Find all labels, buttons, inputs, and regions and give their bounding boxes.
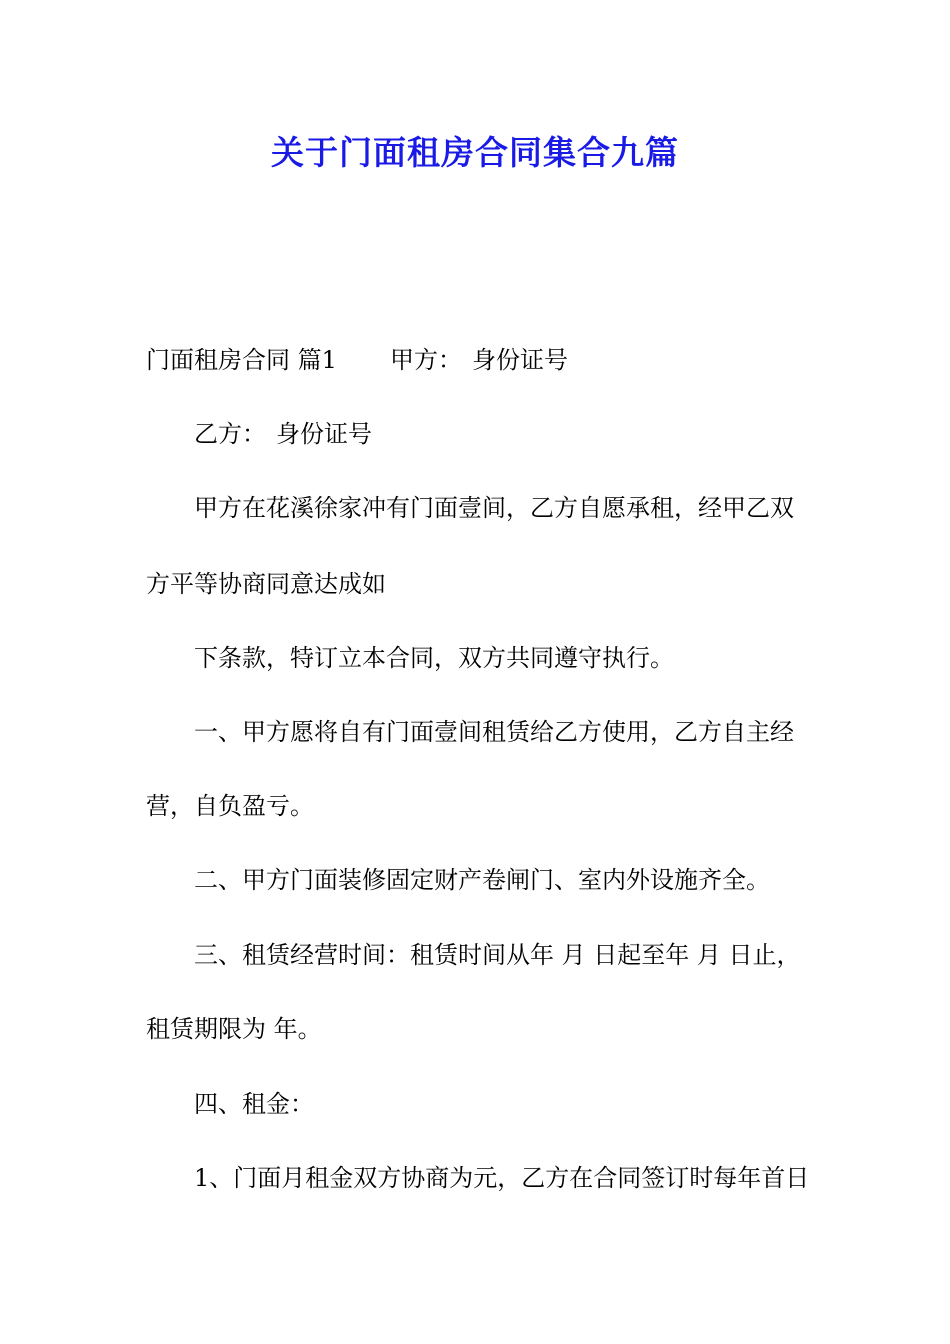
- paragraph-text: 四、租金：: [194, 1090, 314, 1118]
- party-a-id-label: 身份证号: [472, 346, 568, 374]
- paragraph-text: 一、甲方愿将自有门面壹间租赁给乙方使用，乙方自主经: [194, 718, 794, 746]
- paragraph-text: 二、甲方门面装修固定财产卷闸门、室内外设施齐全。: [194, 866, 770, 894]
- paragraph-text: 下条款，特订立本合同，双方共同遵守执行。: [194, 644, 674, 672]
- party-b-id-label: 身份证号: [276, 420, 372, 448]
- party-a-label: 甲方：: [390, 346, 462, 374]
- paragraph-text: 三、租赁经营时间：租赁时间从年 月 日起至年 月 日止，: [194, 941, 801, 969]
- party-b-label: 乙方：: [194, 420, 266, 448]
- section-heading: 门面租房合同 篇1: [146, 346, 337, 374]
- paragraph-text: 甲方在花溪徐家冲有门面壹间，乙方自愿承租，经甲乙双: [194, 494, 794, 522]
- paragraph-text: 租赁期限为 年。: [146, 1015, 322, 1043]
- paragraph-text: 1、门面月租金双方协商为元，乙方在合同签订时每年首日: [194, 1164, 810, 1192]
- paragraph-text: 营，自负盈亏。: [146, 792, 314, 820]
- paragraph-text: 方平等协商同意达成如: [146, 570, 386, 598]
- document-title: 关于门面租房合同集合九篇: [271, 133, 679, 172]
